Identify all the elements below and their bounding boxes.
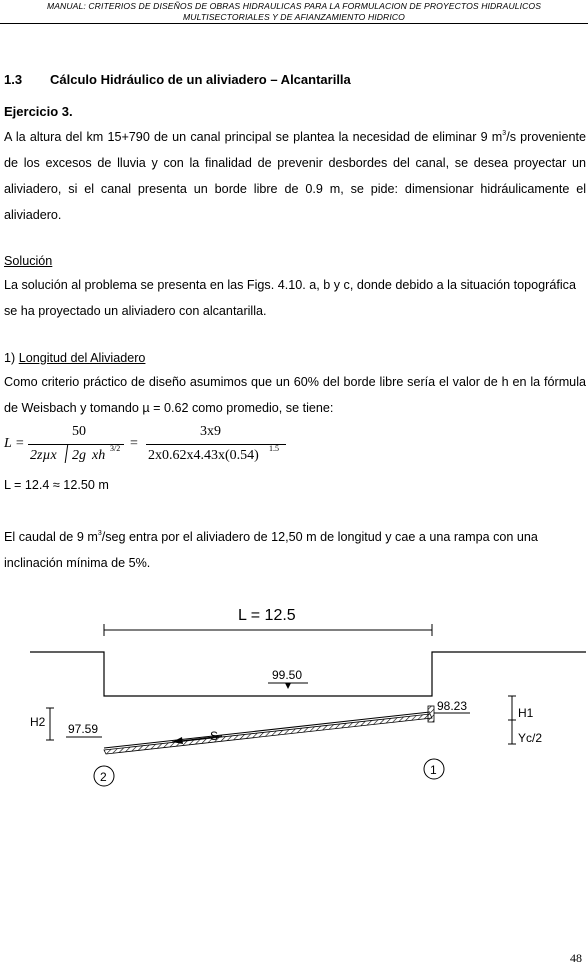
- header-line-2: MULTISECTORIALES Y DE AFIANZAMIENTO HIDRICO: [183, 12, 405, 22]
- section-2-label: 2: [100, 770, 107, 784]
- formula-lhs: L =: [4, 436, 25, 451]
- problem-superscript: 3: [502, 130, 507, 137]
- page-number: 48: [570, 951, 582, 965]
- step1-prefix: 1): [4, 351, 19, 365]
- step1-text: Como criterio práctico de diseño asumimos que un 60% del borde libre sería el valor de h en la fórmula de Weisbach y tomando µ = 0.62 como promedio, se tiene:: [4, 375, 586, 415]
- elevation-top: 99.50: [272, 668, 303, 682]
- canal-outline: [30, 652, 586, 696]
- length-result: L = 12.4 ≈ 12.50 m: [4, 478, 109, 492]
- elevation-left: 97.59: [68, 722, 99, 736]
- section-title: Cálculo Hidráulico de un aliviadero – Alcantarilla: [50, 72, 351, 87]
- h2-label: H2: [30, 715, 46, 729]
- flow-text-a: El caudal de 9 m: [4, 530, 98, 544]
- formula-denominator-1b: 2g: [72, 448, 86, 463]
- flow-superscript: 3: [97, 530, 102, 537]
- formula-numerator-2: 3x9: [200, 424, 221, 439]
- formula-denominator-1c: xh: [92, 448, 106, 463]
- slope-label: S: [210, 729, 219, 743]
- formula-exponent-1: 3/2: [110, 444, 121, 453]
- section-number: 1.3: [4, 72, 23, 87]
- ramp-surface: [104, 712, 430, 748]
- header-line-1: MANUAL: CRITERIOS DE DISEÑOS DE OBRAS HIDRAULICAS PARA LA FORMULACION DE PROYECTOS HIDRAULICOS: [46, 1, 542, 11]
- length-label: L = 12.5: [238, 607, 296, 624]
- solution-heading-text: Solución: [4, 254, 53, 268]
- formula-denominator-1a: 2zµx: [30, 448, 57, 463]
- exercise-title: Ejercicio 3.: [4, 104, 73, 119]
- formula-exponent-2: 1.5: [269, 444, 279, 453]
- formula-numerator-1: 50: [72, 424, 86, 439]
- ramp-slab: [104, 714, 432, 754]
- problem-text-a: A la altura del km 15+790 de un canal principal se plantea la necesidad de eliminar 9 m: [4, 130, 503, 144]
- h1-label: H1: [518, 706, 534, 720]
- elevation-top-marker: [285, 683, 291, 689]
- formula-denominator-2: 2x0.62x4.43x(0.54): [148, 448, 259, 463]
- elevation-right: 98.23: [437, 699, 468, 713]
- formula-equals: =: [130, 436, 138, 451]
- step1-heading-text: Longitud del Aliviadero: [18, 351, 146, 365]
- yc-label: Yc/2: [518, 731, 543, 745]
- crest-block: [428, 706, 434, 722]
- section-1-label: 1: [430, 763, 437, 777]
- problem-text-b: /s proveniente de los excesos de lluvia y con la finalidad de prevenir desbordes del canal, se desea proyectar un aliviadero, si el canal presenta un borde libre de 0.9 m, se pide: dimensionar hidráulicamente el aliviadero.: [4, 130, 586, 222]
- flow-text-b: /seg entra por el aliviadero de 12,50 m de longitud y cae a una rampa con una inclinación mínima de 5%.: [4, 530, 538, 570]
- solution-text: La solución al problema se presenta en las Figs. 4.10. a, b y c, donde debido a la situación topográfica se ha proyectado un aliviadero con alcantarilla.: [4, 278, 576, 318]
